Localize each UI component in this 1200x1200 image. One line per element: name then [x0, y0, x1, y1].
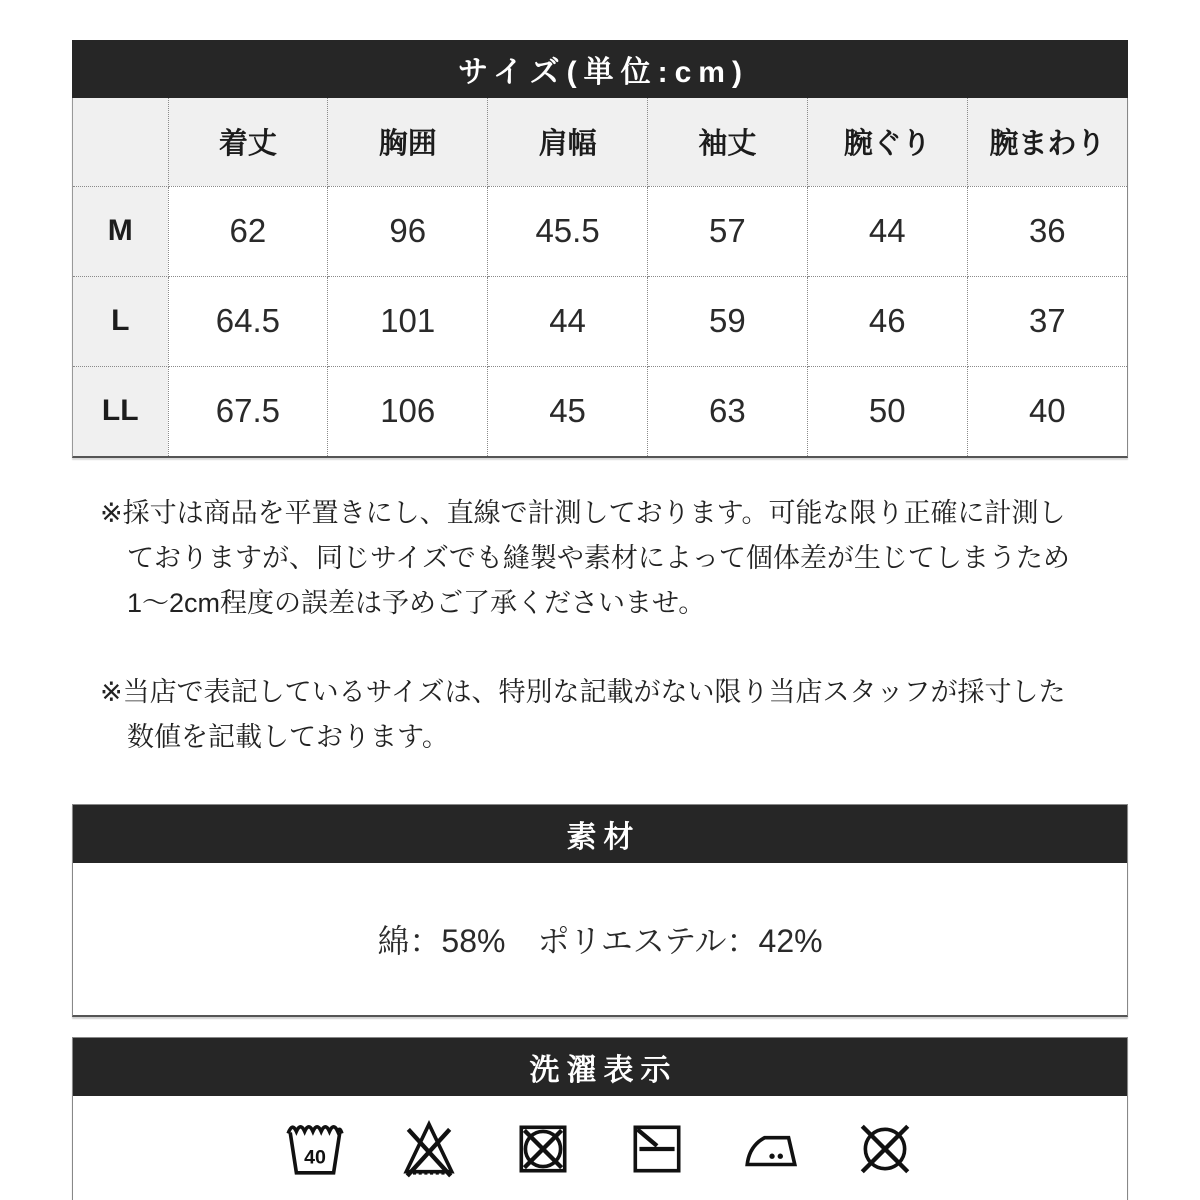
wash-temp-label: 40	[304, 1146, 326, 1169]
size-value-cell: 96	[328, 186, 488, 276]
size-table-section	[72, 0, 1128, 458]
size-table-body	[73, 186, 1127, 456]
size-value-cell: 36	[967, 186, 1127, 276]
size-col-header: 着丈	[168, 98, 328, 186]
note	[100, 670, 1200, 760]
size-row-label: LL	[73, 366, 168, 456]
size-value-cell: 101	[328, 276, 488, 366]
size-col-header: 腕ぐり	[807, 98, 967, 186]
size-value-cell: 45	[488, 366, 648, 456]
size-col-header: 胸囲	[328, 98, 488, 186]
size-value-cell: 64.5	[168, 276, 328, 366]
do-not-bleach-icon	[398, 1118, 460, 1180]
size-table-wrap	[72, 98, 1128, 458]
size-value-cell: 62	[168, 186, 328, 276]
size-row-label: M	[73, 186, 168, 276]
do-not-dry-clean-icon	[854, 1118, 916, 1180]
size-table-title: サイズ(単位:cm)	[458, 56, 749, 89]
size-table-row	[73, 186, 1127, 276]
material-title: 素材	[566, 821, 641, 854]
note-line: ※当店で表記しているサイズは、特別な記載がない限り当店スタッフが採寸した	[100, 677, 1066, 707]
size-value-cell: 67.5	[168, 366, 328, 456]
dry-flat-in-shade-icon	[626, 1118, 688, 1180]
measurement-notes	[100, 491, 1200, 760]
size-table-title-bar	[72, 40, 1128, 98]
size-row-label: L	[73, 276, 168, 366]
material-composition: 綿：58% ポリエステル：42%	[377, 923, 823, 959]
machine-wash-40-icon	[284, 1118, 346, 1180]
size-table	[73, 98, 1127, 456]
size-table-row	[73, 276, 1127, 366]
note-line: ※採寸は商品を平置きにし、直線で計測しております。可能な限り正確に計測し	[100, 498, 1066, 528]
iron-medium-icon	[740, 1118, 802, 1180]
size-value-cell: 37	[967, 276, 1127, 366]
note	[100, 491, 1200, 626]
size-value-cell: 46	[807, 276, 967, 366]
do-not-tumble-dry-icon	[512, 1118, 574, 1180]
material-section	[72, 804, 1128, 1017]
size-value-cell: 44	[488, 276, 648, 366]
size-col-header: 腕まわり	[967, 98, 1127, 186]
size-col-header: 袖丈	[647, 98, 807, 186]
note-line: 1〜2cm程度の誤差は予めご了承くださいませ。	[127, 588, 706, 618]
note-line: ておりますが、同じサイズでも縫製や素材によって個体差が生じてしまうため	[127, 543, 1070, 573]
size-table-row	[73, 366, 1127, 456]
size-value-cell: 45.5	[488, 186, 648, 276]
laundry-icons-row	[73, 1096, 1127, 1200]
size-col-header: 肩幅	[488, 98, 648, 186]
size-value-cell: 63	[647, 366, 807, 456]
laundry-section	[72, 1037, 1128, 1200]
size-value-cell: 57	[647, 186, 807, 276]
laundry-title-bar	[73, 1038, 1127, 1096]
material-title-bar	[73, 805, 1127, 863]
size-value-cell: 50	[807, 366, 967, 456]
size-value-cell: 59	[647, 276, 807, 366]
size-value-cell: 44	[807, 186, 967, 276]
size-value-cell: 106	[328, 366, 488, 456]
material-content	[73, 863, 1127, 1015]
laundry-title: 洗濯表示	[529, 1054, 678, 1087]
size-table-header-row	[73, 98, 1127, 186]
note-line: 数値を記載しております。	[127, 722, 449, 752]
corner-cell	[73, 98, 168, 186]
size-value-cell: 40	[967, 366, 1127, 456]
